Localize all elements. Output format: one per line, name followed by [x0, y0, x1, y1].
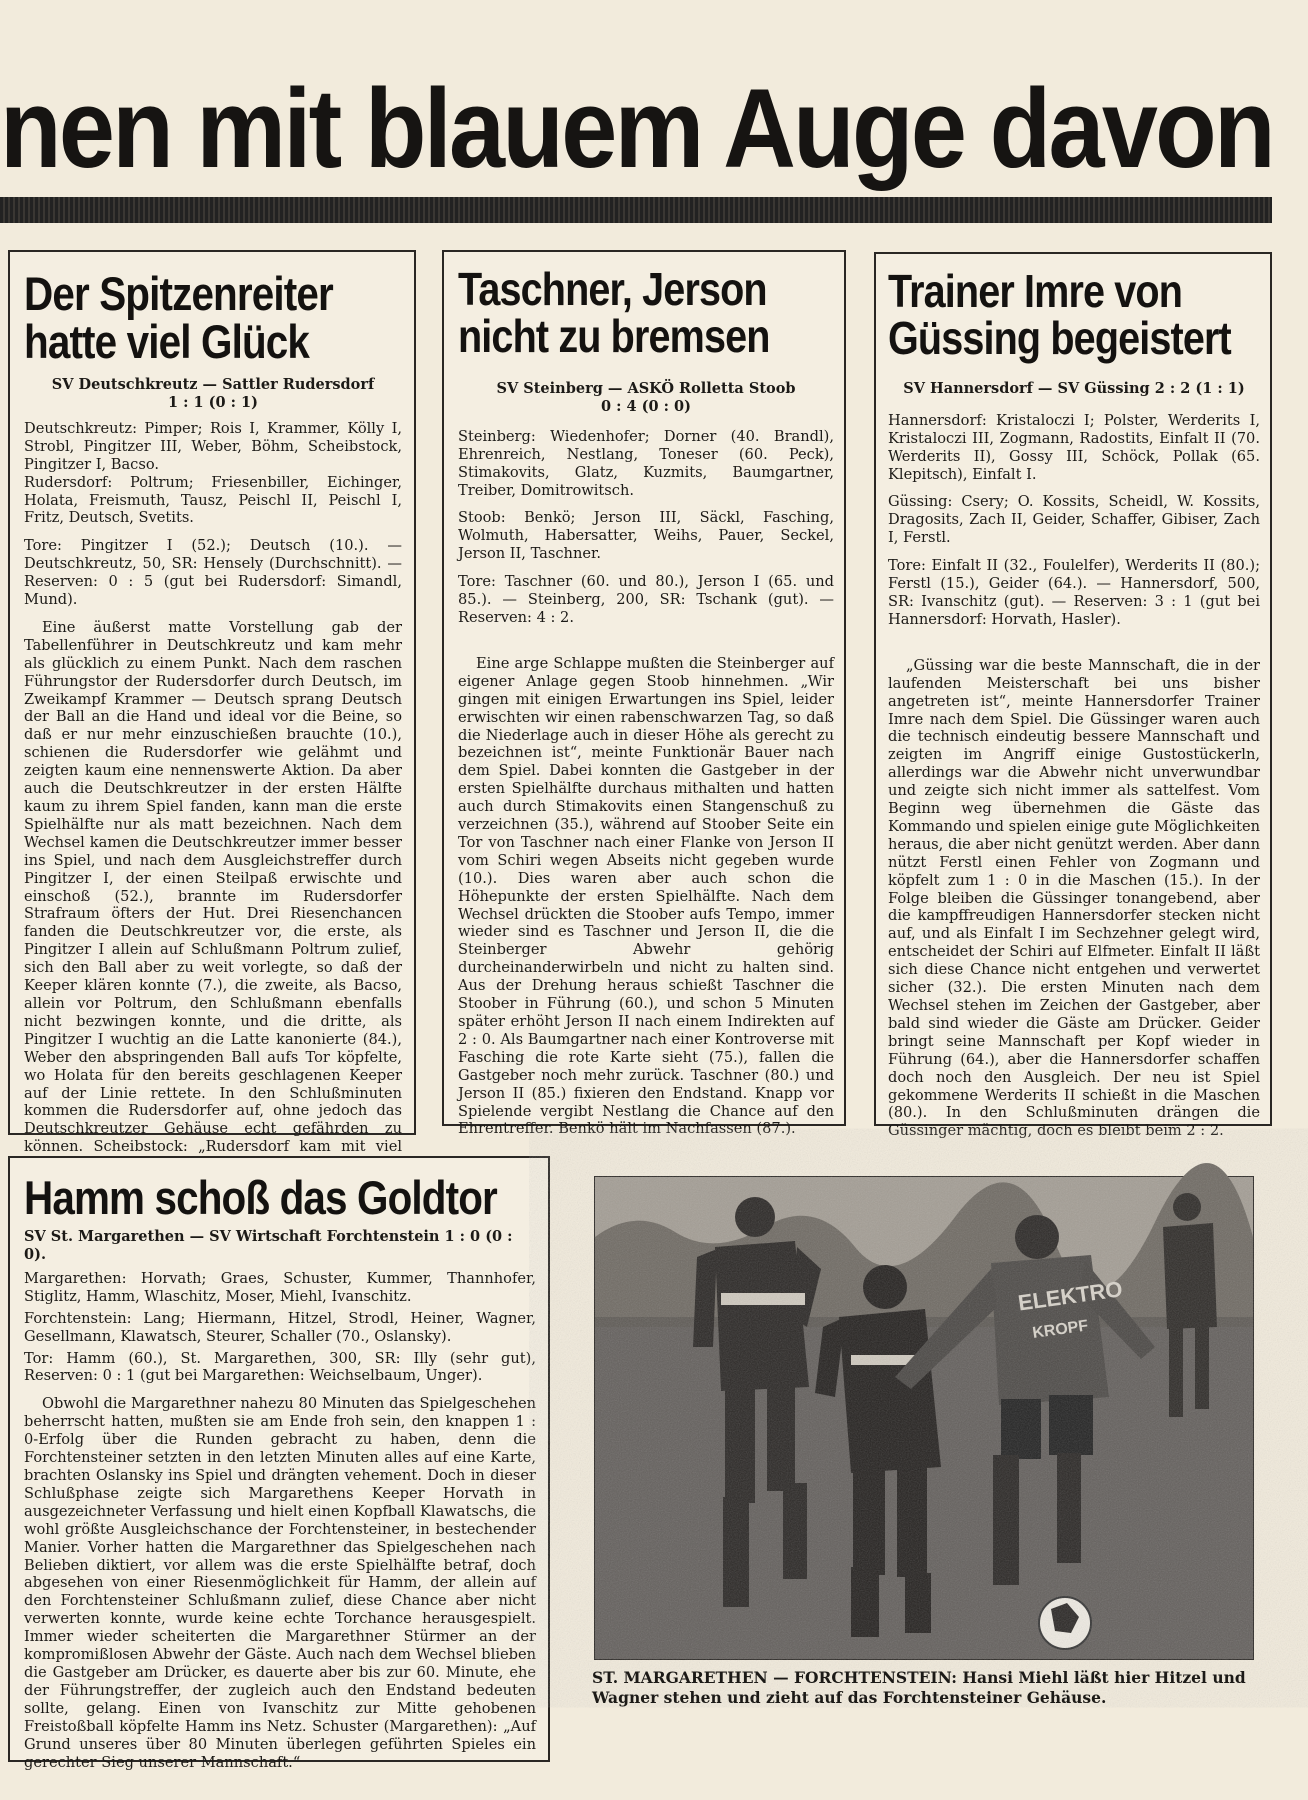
lineup-away: Güssing: Csery; O. Kossits, Scheidl, W. Kossits, Dragosits, Zach II, Geider, Schaffer, Gibiser, Zach I, Ferstl.: [888, 493, 1260, 547]
headline-rule: [0, 197, 1272, 223]
lineup-home: Steinberg: Wiedenhofer; Dorner (40. Brandl), Ehrenreich, Nestlang, Toneser (60. Peck), Stimakovits, Glatz, Kuzmits, Baumgartner, Treiber, Domitrowitsch.: [458, 427, 834, 499]
article-body: Obwohl die Margarethner nahezu 80 Minuten das Spielgeschehen beherrscht hatten, mußten sie am Ende froh sein, den knappen 1 : 0-Erfolg über die Runden gebracht zu haben, denn die Forchtensteiner setzten in den letzten Minuten alles auf eine Karte, brachten Oslansky ins Spiel und drängten vehement. Doch in dieser Schlußphase zeigte sich Margarethens Keeper Horvath in ausgezeichneter Verfassung und hielt einen Kopfball Klawatschs, die wohl größte Ausgleichschance der Forchtensteiner, in bestechender Manier. Vorher hatten die Margarethner das Spielgeschehen nach Belieben diktiert, vor allem was die erste Spielhälfte betraf, doch abgesehen von einer Riesenmöglichkeit für Hamm, der allein auf den Forchtensteiner Schlußmann zulief, diese Chance aber nicht verwerten konnte, wurde keine echte Torchance herausgespielt. Immer wieder scheiterten die Margarethner Stürmer an der kompromißlosen Abwehr der Gäste. Auch nach dem Wechsel blieben die Gastgeber am Drücker, es dauerte aber bis zur 60. Minute, ehe der Führungstreffer, der zugleich auch den Endstand bedeuten sollte, gelang. Einen von Ivanschitz zur Mitte gehobenen Freistoßball köpfelte Hamm ins Netz. Schuster (Margarethen): „Auf Grund unseres über 80 Minuten überlegen geführten Spieles ein gerechter Sieg unserer Mannschaft.“: [24, 1395, 536, 1771]
lineup-home: Margarethen: Horvath; Graes, Schuster, Kummer, Thannhofer, Stiglitz, Hamm, Wlaschitz, Moser, Miehl, Ivanschitz.: [24, 1269, 536, 1305]
article-deutschkreutz: [8, 250, 416, 1156]
article-title: [24, 267, 349, 368]
match-line: SV Hannersdorf — SV Güssing 2 : 2 (1 : 1): [903, 379, 1245, 397]
goals-info: Tore: Pingitzer I (52.); Deutsch (10.). — Deutschkreutz, 50, SR: Hensely (Durchschnitt). — Reserven: 0 : 5 (gut bei Rudersdorf: Simandl, Mund).: [24, 537, 402, 609]
match-line: SV St. Margarethen — SV Wirtschaft Forchtenstein 1 : 0 (0 : 0).: [24, 1227, 513, 1263]
article-title: [458, 263, 781, 362]
article-hannersdorf: [874, 252, 1272, 1140]
article-title: [888, 265, 1231, 364]
article-margarethen: [8, 1156, 550, 1771]
match-score: 1 : 1 (0 : 1): [167, 393, 259, 411]
match-line: SV Steinberg — ASKÖ Rolletta Stoob: [496, 379, 796, 397]
title-line-1: Taschner, Jerson: [458, 263, 767, 315]
goals-info: Tore: Taschner (60. und 80.), Jerson I (65. und 85.). — Steinberg, 200, SR: Tschank (gut). — Reserven: 4 : 2.: [458, 573, 834, 626]
lineup-away: Rudersdorf: Poltrum; Friesenbiller, Eichinger, Holata, Freismuth, Tausz, Peischl II, Peischl I, Fritz, Deutsch, Svetits.: [24, 473, 402, 527]
match-photo: [594, 1176, 1254, 1660]
goals-info: Tore: Einfalt II (32., Foulelfer), Werderits II (80.); Ferstl (15.), Geider (64.). — Hannersdorf, 500, SR: Ivanschitz (gut). — Reserven: 3 : 1 (gut bei Hannersdorf: Horvath, Hasler).: [888, 557, 1260, 628]
article-body: „Güssing war die beste Mannschaft, die in der laufenden Meisterschaft bei uns bisher angetreten ist“, meinte Hannersdorfer Trainer Imre nach dem Spiel. Die Güssinger waren auch die technisch eindeutig bessere Mannschaft und zeigten im Angriff einige Gustostückerln, allerdings war die Abwehr nicht unverwundbar und zeigte sich nicht immer als sattelfest. Vom Beginn weg übernehmen die Gäste das Kommando und spielen einige gute Möglichkeiten heraus, die aber nicht genützt werden. Aber dann nützt Ferstl einen Fehler von Zogmann und köpfelt zum 1 : 0 in die Maschen (15.). In der Folge bleiben die Güssinger tonangebend, aber die kampffreudigen Hannersdorfer stecken nicht auf, und als Einfalt I im Sechzehner gelegt wird, entscheidet der Schiri auf Elfmeter. Einfalt II läßt sich diese Chance nicht entgehen und verwertet sicher (32.). Die ersten Minuten nach dem Wechsel stehen im Zeichen der Gastgeber, aber bald sind wieder die Gäste am Drücker. Geider bringt seine Mannschaft per Kopf wieder in Führung (64.), aber die Hannersdorfer schaffen doch noch den Ausgleich. Der neu ist Spiel gekommene Werderits II schießt in die Maschen (80.). In den Schlußminuten drängen die Güssinger mächtig, doch es bleibt beim 2 : 2.: [888, 656, 1260, 1140]
title-line-1: Der Spitzenreiter: [24, 267, 333, 320]
title-line-1: Trainer Imre von: [888, 265, 1183, 317]
photo-caption: ST. MARGARETHEN — FORCHTENSTEIN: Hansi Miehl läßt hier Hitzel und Wagner stehen und zieht auf das Forchtensteiner Gehäuse.: [592, 1668, 1246, 1707]
title-line-2: Güssing begeistert: [888, 311, 1231, 364]
lineup-home: Deutschkreutz: Pimper; Rois I, Krammer, Kölly I, Strobl, Pingitzer III, Weber, Böhm, Scheibstock, Pingitzer I, Bacso.: [24, 419, 402, 473]
article-body: Eine arge Schlappe mußten die Steinberger auf eigener Anlage gegen Stoob hinnehmen. „Wir gingen mit einigen Erwartungen ins Spiel, leider erwischten wir einen rabenschwarzen Tag, so daß die Niederlage auch in dieser Höhe als gerecht zu bezeichnen ist“, meinte Funktionär Bauer nach dem Spiel. Dabei konnten die Gastgeber in der ersten Spielhälfte durchaus mithalten und hatten auch durch Stimakovits einen Stangenschuß zu verzeichnen (35.), während auf Stoober Seite ein Tor von Taschner nach einer Flanke von Jerson II vom Schiri wegen Abseits nicht gegeben wurde (10.). Dies waren aber auch schon die Höhepunkte der ersten Spielhälfte. Nach dem Wechsel drückten die Stoober aufs Tempo, immer wieder sind es Taschner und Jerson II, die die Steinberger Abwehr gehörig durcheinanderwirbeln und nicht zu halten sind. Aus der Drehung heraus schießt Taschner die Stoober in Führung (60.), und schon 5 Minuten später erhöht Jerson II nach einem Indirekten auf 2 : 0. Als Baumgartner nach einer Kontroverse mit Fasching die rote Karte sieht (75.), fallen die Gastgeber noch mehr zurück. Taschner (80.) und Jerson II (85.) fixieren den Endstand. Knapp vor Spielende vergibt Nestlang die Chance auf den Ehrentreffer. Benkö hält im Nachfassen (87.).: [458, 654, 834, 1138]
article-steinberg: [442, 250, 846, 1138]
match-line: SV Deutschkreutz — Sattler Rudersdorf: [51, 375, 375, 393]
match-score: 0 : 4 (0 : 0): [600, 397, 692, 415]
title-line-2: hatte viel Glück: [24, 314, 310, 368]
page-headline: nen mit blauem Auge davon: [0, 66, 1273, 191]
lineup-away: Forchtenstein: Lang; Hiermann, Hitzel, Strodl, Heiner, Wagner, Gesellmann, Klawatsch, Steurer, Schaller (70., Oslansky).: [24, 1309, 536, 1345]
match-photo-illustration: [595, 1177, 1253, 1659]
title-line-2: nicht zu bremsen: [458, 309, 770, 362]
lineup-away: Stoob: Benkö; Jerson III, Säckl, Fasching, Wolmuth, Habersatter, Weihs, Pauer, Seckel, Jerson II, Taschner.: [458, 509, 834, 563]
goals-info: Tor: Hamm (60.), St. Margarethen, 300, SR: Illy (sehr gut), Reserven: 0 : 1 (gut bei Margarethen: Weichselbaum, Unger).: [24, 1349, 536, 1385]
article-body: Eine äußerst matte Vorstellung gab der Tabellenführer in Deutschkreutz und kam mehr als glücklich zu einem Punkt. Nach dem raschen Führungstor der Rudersdorfer durch Deutsch, im Zweikampf Krammer — Deutsch sprang Deutsch der Ball an die Hand und ideal vor die Beine, so daß er nur mehr einzuschießen brauchte (10.), schienen die Rudersdorfer wie gelähmt und zeigten kaum eine nennenswerte Aktion. Da aber auch die Deutschkreutzer in der ersten Hälfte kaum zu ihrem Spiel fanden, kann man die erste Spielhälfte nur als matt bezeichnen. Nach dem Wechsel kamen die Deutschkreutzer immer besser ins Spiel, und nach dem Ausgleichstreffer durch Pingitzer I, der einen Steilpaß erwischte und einschoß (52.), brannte im Rudersdorfer Strafraum öfters der Hut. Drei Riesenchancen fanden die Deutschkreutzer vor, die erste, als Pingitzer I allein auf Schlußmann Poltrum zulief, sich den Ball aber zu weit vorlegte, so daß der Keeper klären konnte (7.), die zweite, als Bacso, allein vor Poltrum, den Schlußmann ebenfalls nicht bezwingen konnte, und die dritte, als Pingitzer I wuchtig an die Latte kanonierte (84.), Weber den abspringenden Ball aufs Tor köpfelte, wo Holata für den bereits geschlagenen Keeper auf der Linie rettete. In den Schlußminuten kommen die Rudersdorfer auf, ohne jedoch das Deutschkreutzer Gehäuse echt gefährden zu können. Scheibstock: „Rudersdorf kam mit viel: [24, 618, 402, 1156]
lineup-home: Hannersdorf: Kristaloczi I; Polster, Werderits I, Kristaloczi III, Zogmann, Radostits, Einfalt II (70. Werderits II), Gossy III, Schöck, Pollak (65. Klepitsch), Einfalt I.: [888, 411, 1260, 483]
article-title: Hamm schoß das Goldtor: [24, 1171, 497, 1224]
